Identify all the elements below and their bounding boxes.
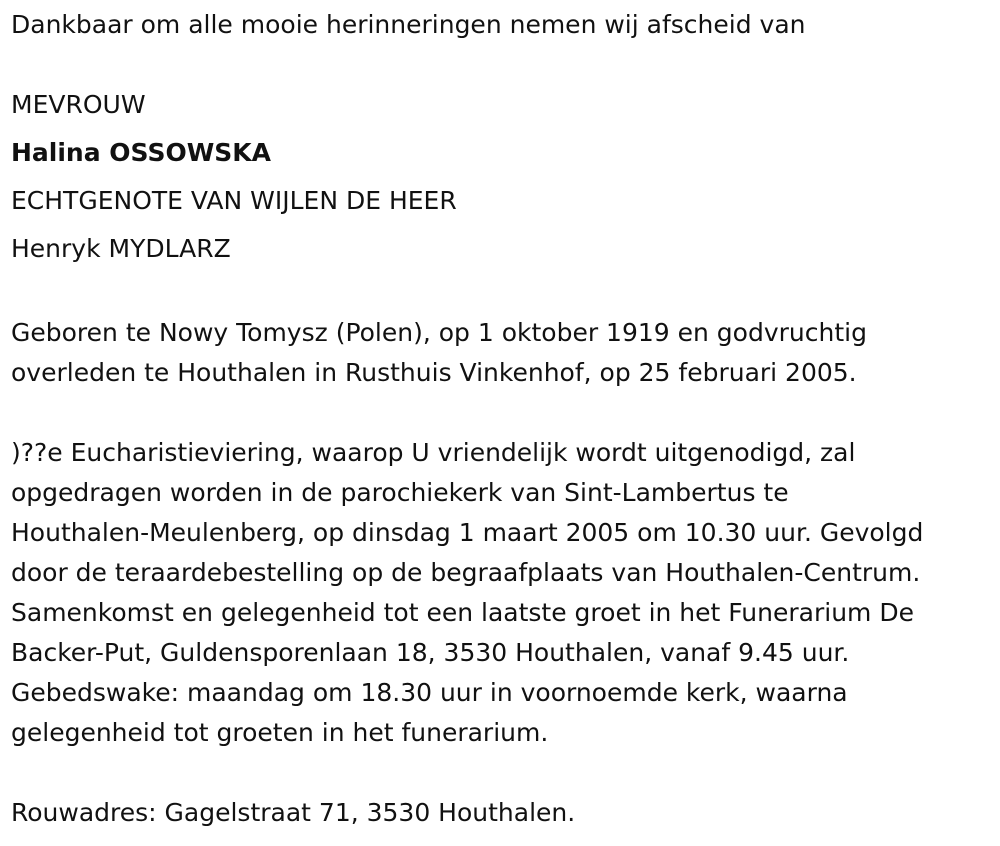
birth-death-paragraph (11, 313, 993, 393)
mourning-address: Rouwadres: Gagelstraat 71, 3530 Houthalen. (11, 798, 576, 827)
paragraph-line: Gebedswake: maandag om 18.30 uur in voornoemde kerk, waarna (11, 678, 848, 707)
paragraph-line: Backer-Put, Guldensporenlaan 18, 3530 Houthalen, vanaf 9.45 uur. (11, 638, 850, 667)
honorific: MEVROUW (11, 90, 146, 119)
paragraph-line: Samenkomst en gelegenheid tot een laatste groet in het Funerarium De (11, 598, 914, 627)
paragraph-line: )??e Eucharistieviering, waarop U vriendelijk wordt uitgenodigd, zal (11, 438, 856, 467)
spouse-name: Henryk MYDLARZ (11, 234, 231, 263)
paragraph-line: Houthalen-Meulenberg, op dinsdag 1 maart 2005 om 10.30 uur. Gevolgd (11, 518, 924, 547)
spacer (11, 753, 993, 793)
deceased-block (11, 81, 993, 273)
deceased-name: Halina OSSOWSKA (11, 138, 271, 167)
paragraph-line: door de teraardebestelling op de begraafplaats van Houthalen-Centrum. (11, 558, 921, 587)
intro-line: Dankbaar om alle mooie herinneringen nemen wij afscheid van (11, 10, 806, 39)
paragraph-line: gelegenheid tot groeten in het funerarium. (11, 718, 549, 747)
ceremony-paragraph (11, 433, 993, 753)
paragraph-line: overleden te Houthalen in Rusthuis Vinkenhof, op 25 februari 2005. (11, 358, 857, 387)
obituary-text (11, 0, 993, 833)
spacer (11, 273, 993, 313)
paragraph-line: opgedragen worden in de parochiekerk van Sint-Lambertus te (11, 478, 789, 507)
spacer (11, 393, 993, 433)
spacer (11, 45, 993, 81)
paragraph-line: Geboren te Nowy Tomysz (Polen), op 1 oktober 1919 en godvruchtig (11, 318, 867, 347)
relation-line: ECHTGENOTE VAN WIJLEN DE HEER (11, 186, 457, 215)
